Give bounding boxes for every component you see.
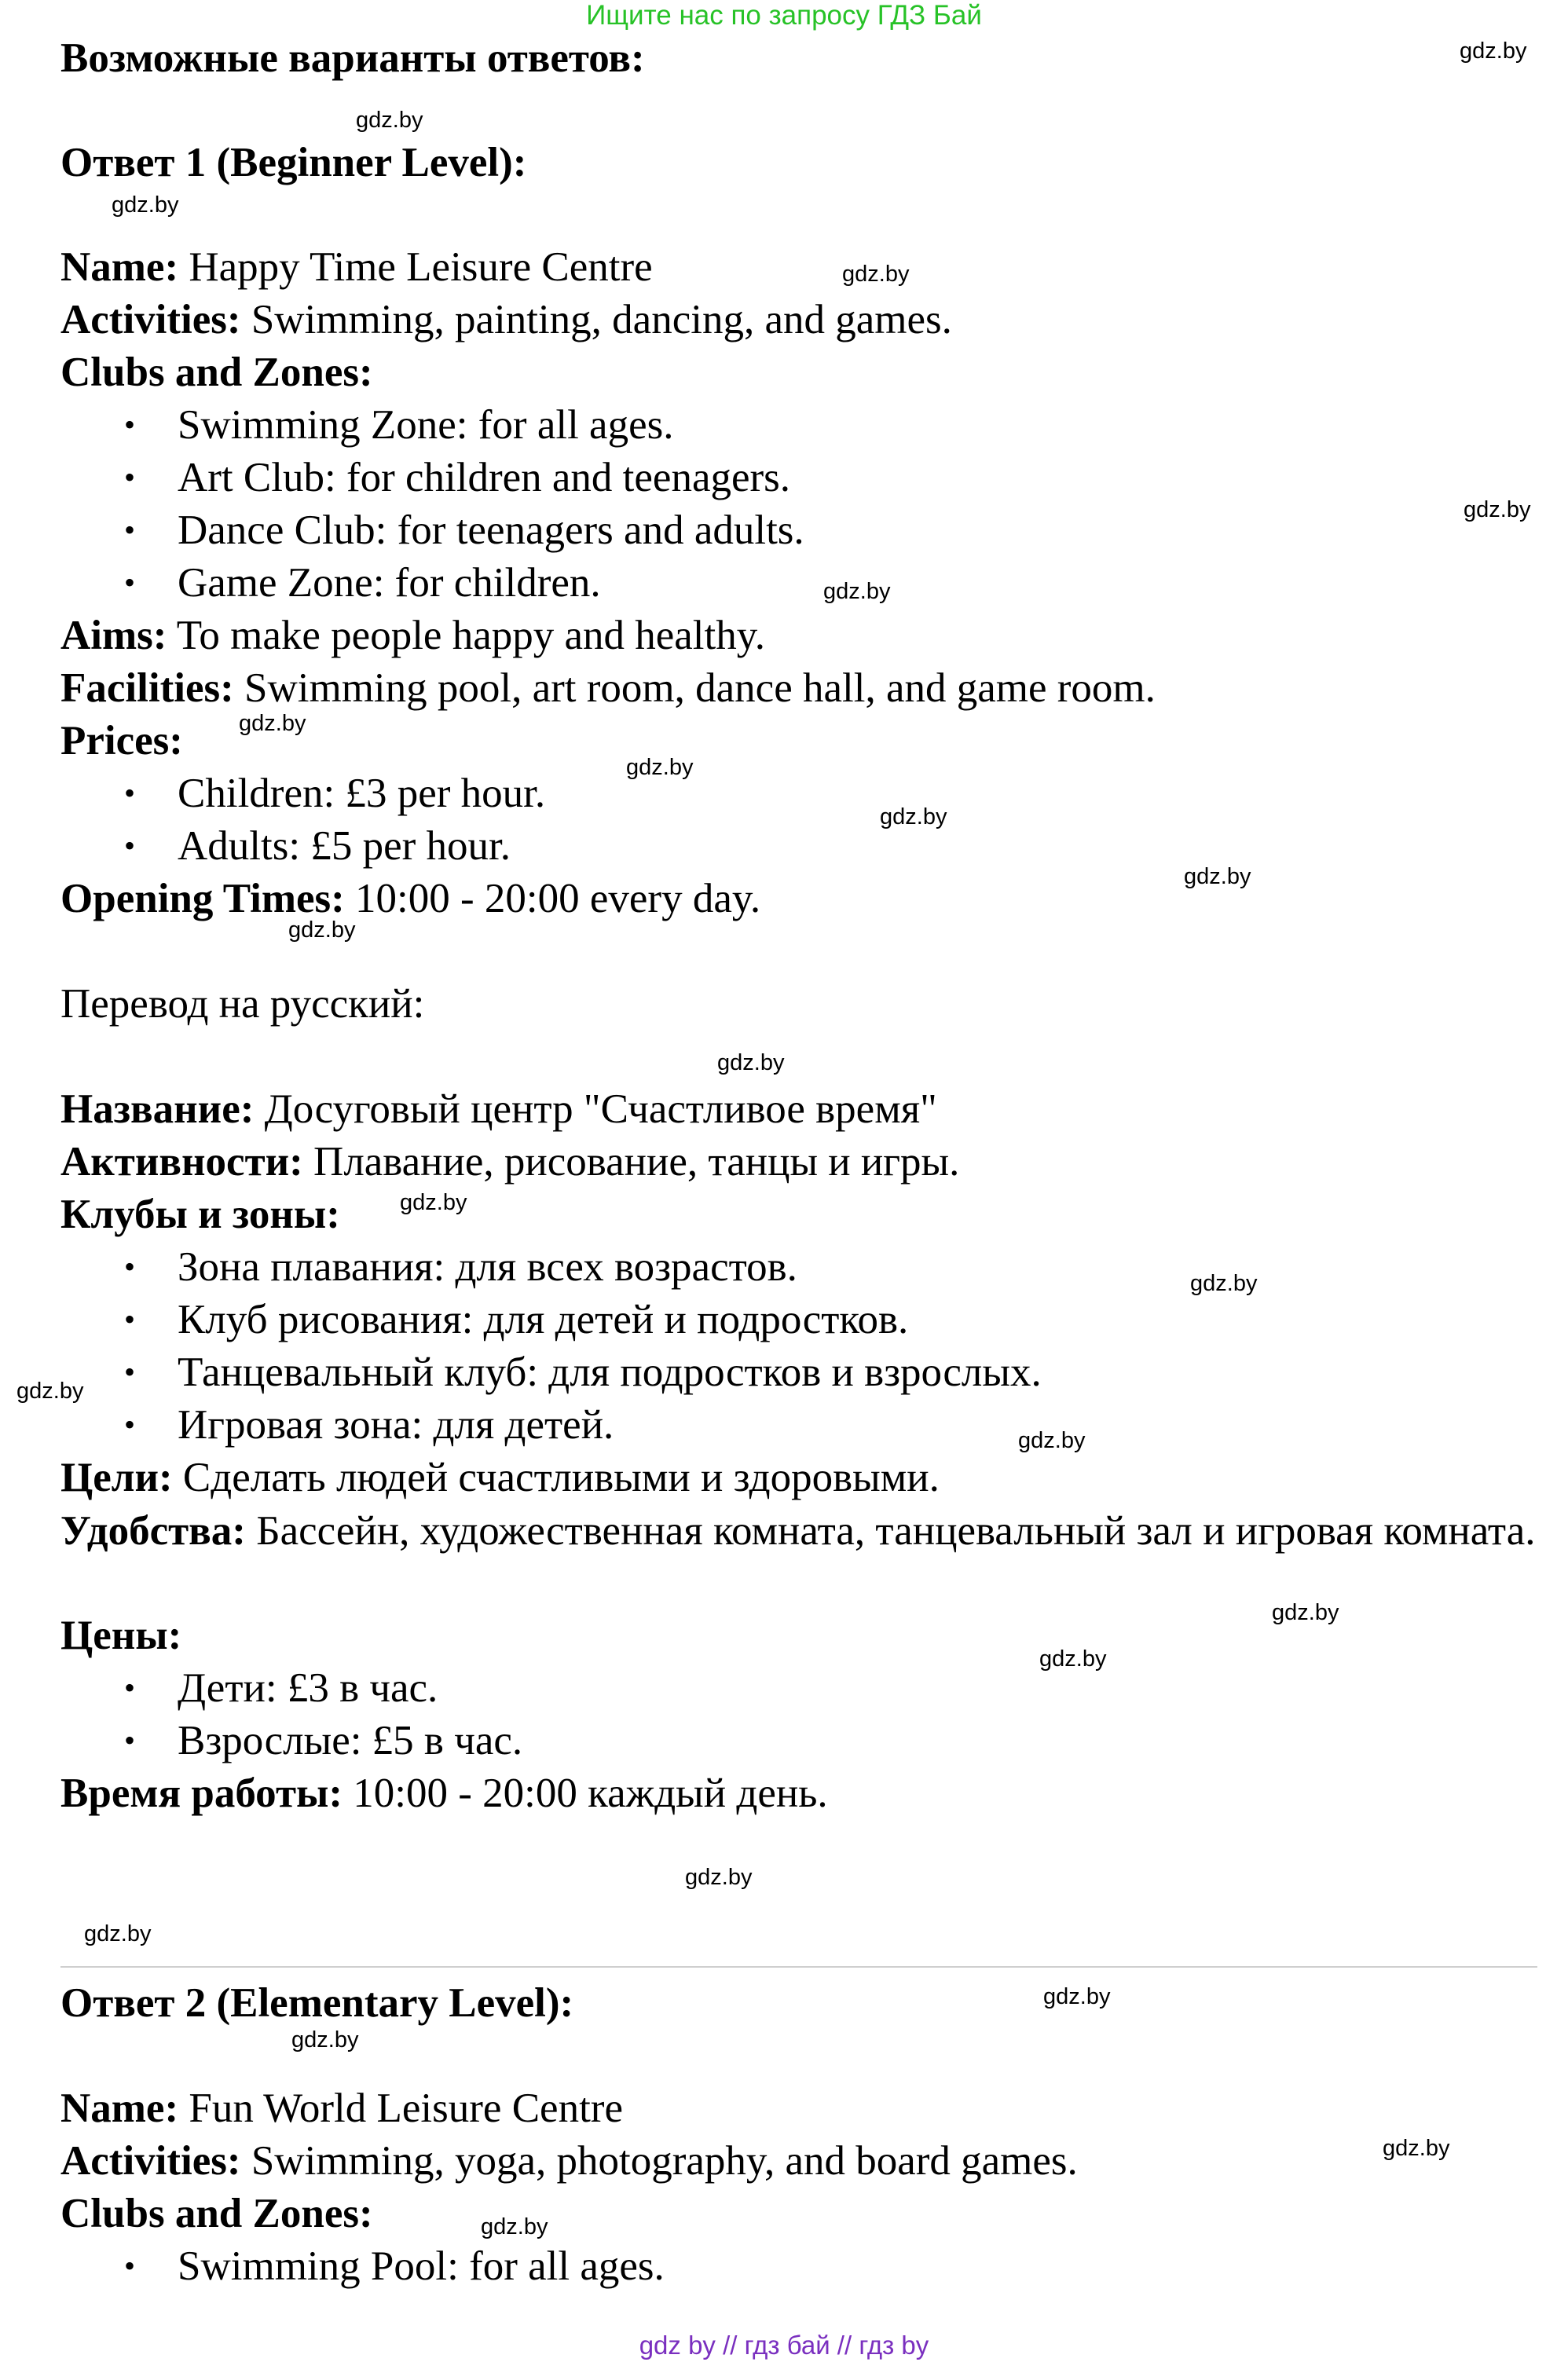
watermark: gdz.by — [288, 917, 356, 943]
answer2-title-text: Ответ 2 (Elementary Level): — [60, 1980, 574, 2026]
watermark: gdz.by — [1043, 1984, 1111, 2009]
answer1-clubs-label: Clubs and Zones: — [60, 350, 373, 395]
translation-club-item: • Игровая зона: для детей. — [178, 1400, 614, 1450]
translation-prices-label: Цены: — [60, 1613, 182, 1658]
translation-name-row — [60, 1084, 937, 1134]
translation-facilities-value: Бассейн, художественная комната, танцевальный зал и игровая комната. — [245, 1508, 1536, 1554]
answer2-club-item: • Swimming Pool: for all ages. — [178, 2241, 665, 2291]
bottom-banner[interactable]: gdz by // гдз бай // гдз by — [639, 2331, 929, 2360]
answer1-times-value: 10:00 - 20:00 every day. — [344, 876, 761, 921]
answer1-title — [60, 137, 526, 188]
answer1-club-item: • Art Club: for children and teenagers. — [178, 452, 790, 503]
translation-times-label: Время работы: — [60, 1771, 343, 1816]
answer1-name-value: Happy Time Leisure Centre — [178, 244, 653, 290]
watermark: gdz.by — [1460, 38, 1527, 64]
watermark: gdz.by — [112, 192, 179, 218]
translation-activities-label: Активности: — [60, 1139, 303, 1185]
watermark: gdz.by — [84, 1921, 152, 1946]
top-banner[interactable]: Ищите нас по запросу ГДЗ Бай — [586, 0, 982, 31]
translation-times-row — [60, 1768, 828, 1818]
watermark: gdz.by — [626, 755, 694, 780]
answer1-name-row — [60, 242, 653, 292]
answer1-club-item: • Swimming Zone: for all ages. — [178, 400, 673, 450]
answer1-aims-value: To make people happy and healthy. — [167, 613, 766, 658]
answer1-activities-label: Activities: — [60, 297, 241, 342]
answer1-clubs-label-row — [60, 347, 373, 397]
translation-price-item: • Взрослые: £5 в час. — [178, 1716, 522, 1766]
answer2-name-label: Name: — [60, 2086, 179, 2131]
translation-club-item: • Танцевальный клуб: для подростков и взрослых. — [178, 1347, 1042, 1397]
answer1-aims-row — [60, 610, 765, 661]
watermark: gdz.by — [16, 1379, 84, 1404]
watermark: gdz.by — [1272, 1600, 1339, 1625]
watermark: gdz.by — [880, 804, 947, 829]
answer1-name-label: Name: — [60, 244, 179, 290]
answer1-facilities-value: Swimming pool, art room, dance hall, and game room. — [233, 665, 1156, 711]
translation-name-label: Название: — [60, 1086, 255, 1132]
answer1-times-label: Opening Times: — [60, 876, 345, 921]
watermark: gdz.by — [685, 1865, 753, 1890]
translation-activities-value: Плавание, рисование, танцы и игры. — [302, 1139, 960, 1185]
translation-prices-label-row — [60, 1610, 181, 1661]
watermark: gdz.by — [842, 262, 910, 287]
translation-aims-label: Цели: — [60, 1455, 173, 1500]
answer1-club-item: • Dance Club: for teenagers and adults. — [178, 505, 804, 555]
translation-clubs-label: Клубы и зоны: — [60, 1192, 340, 1237]
watermark: gdz.by — [291, 2027, 359, 2053]
answer1-price-item: • Children: £3 per hour. — [178, 768, 545, 818]
answer1-activities-value: Swimming, painting, dancing, and games. — [240, 297, 952, 342]
answer2-activities-row — [60, 2136, 1078, 2186]
answer1-prices-label-row — [60, 716, 183, 766]
answer2-name-row — [60, 2083, 623, 2133]
answer1-times-row — [60, 873, 760, 924]
translation-club-item: • Зона плавания: для всех возрастов. — [178, 1242, 797, 1292]
watermark: gdz.by — [1383, 2136, 1450, 2161]
watermark: gdz.by — [1464, 497, 1531, 522]
answer2-name-value: Fun World Leisure Centre — [178, 2086, 623, 2131]
answer1-club-item: • Game Zone: for children. — [178, 558, 601, 608]
translation-aims-row — [60, 1452, 940, 1503]
answer2-clubs-label: Clubs and Zones: — [60, 2191, 373, 2236]
translation-times-value: 10:00 - 20:00 каждый день. — [343, 1771, 828, 1816]
answer1-facilities-row — [60, 663, 1156, 713]
watermark: gdz.by — [823, 579, 891, 604]
translation-club-item: • Клуб рисования: для детей и подростков. — [178, 1295, 908, 1345]
translation-intro: Перевод на русский: — [60, 981, 425, 1027]
watermark: gdz.by — [481, 2214, 548, 2239]
translation-clubs-label-row — [60, 1189, 340, 1240]
section-divider — [60, 1966, 1537, 1968]
answer1-price-item: • Adults: £5 per hour. — [178, 821, 511, 871]
answer1-title-text: Ответ 1 (Beginner Level): — [60, 140, 527, 185]
watermark: gdz.by — [1184, 864, 1251, 889]
translation-aims-value: Сделать людей счастливыми и здоровыми. — [172, 1455, 940, 1500]
answer2-title — [60, 1978, 573, 2028]
answer2-activities-value: Swimming, yoga, photography, and board games. — [240, 2138, 1078, 2184]
answer2-activities-label: Activities: — [60, 2138, 241, 2184]
page-heading — [60, 33, 645, 83]
heading-text: Возможные варианты ответов: — [60, 35, 645, 81]
translation-name-value: Досуговый центр "Счастливое время" — [254, 1086, 937, 1132]
answer1-activities-row — [60, 295, 952, 345]
watermark: gdz.by — [356, 108, 423, 133]
watermark: gdz.by — [400, 1190, 467, 1215]
answer1-aims-label: Aims: — [60, 613, 167, 658]
translation-price-item: • Дети: £3 в час. — [178, 1663, 438, 1713]
translation-facilities-label: Удобства: — [60, 1508, 246, 1554]
watermark: gdz.by — [1039, 1646, 1107, 1672]
watermark: gdz.by — [717, 1050, 785, 1075]
watermark: gdz.by — [1018, 1428, 1086, 1453]
answer2-clubs-label-row — [60, 2188, 373, 2239]
translation-activities-row — [60, 1137, 959, 1187]
translation-facilities-row — [60, 1505, 1537, 1558]
answer1-prices-label: Prices: — [60, 718, 183, 764]
answer1-facilities-label: Facilities: — [60, 665, 234, 711]
watermark: gdz.by — [1190, 1271, 1258, 1296]
watermark: gdz.by — [239, 711, 306, 736]
